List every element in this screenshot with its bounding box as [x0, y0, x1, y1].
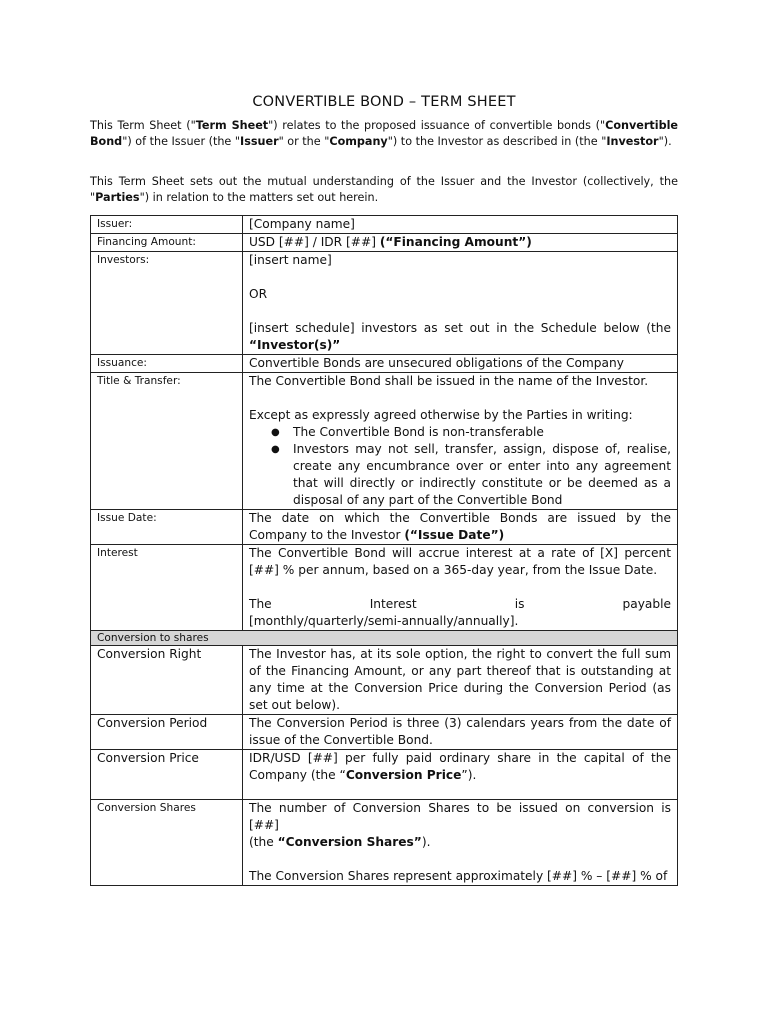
row-value: The Investor has, at its sole option, the right to convert the full sum of the Financing Amount, or any part thereof that is outstanding at any time at the Conversion Price during the Conversion Period (as set out below). [243, 646, 678, 715]
list-item [271, 441, 671, 509]
section-title: Conversion to shares [91, 631, 678, 646]
row-value [243, 800, 678, 886]
defined-term: “Conversion Shares” [277, 835, 422, 849]
row-label: Issuance: [91, 355, 243, 373]
value-text: The Interest is payable [249, 597, 671, 611]
row-value: The Conversion Period is three (3) calendars years from the date of issue of the Convertible Bond. [243, 715, 678, 750]
row-value [243, 252, 678, 355]
value-text: ). [421, 835, 431, 849]
value-text: [insert schedule] investors as set out in the Schedule below (the [249, 321, 671, 335]
row-issuance [91, 355, 678, 373]
row-label: Issuer: [91, 216, 243, 234]
row-financing-amount [91, 234, 678, 252]
row-interest [91, 545, 678, 631]
intro-text: ") in relation to the matters set out herein. [139, 190, 379, 204]
section-header-conversion [91, 631, 678, 646]
value-text: [insert name] [249, 253, 332, 267]
defined-term-issuer: Issuer [240, 134, 279, 148]
defined-term-company: Company [329, 134, 388, 148]
row-label: Title & Transfer: [91, 373, 243, 510]
row-value [243, 373, 678, 510]
row-issue-date [91, 510, 678, 545]
row-label: Investors: [91, 252, 243, 355]
row-value: Convertible Bonds are unsecured obligations of the Company [243, 355, 678, 373]
row-investors [91, 252, 678, 355]
intro-text: This Term Sheet sets out the mutual understanding of the Issuer and the Investor (collectively, the " [90, 175, 678, 204]
row-conversion-price [91, 750, 678, 800]
value-text: (the [249, 835, 278, 849]
value-text: The date on which the Convertible Bonds are issued by the Company to the Investor [249, 511, 671, 542]
document-title: CONVERTIBLE BOND – TERM SHEET [252, 94, 516, 110]
intro-text: " or the " [278, 134, 330, 148]
row-value [243, 510, 678, 545]
defined-term-convertible-bond: Convertible Bond [90, 119, 678, 148]
value-text: OR [249, 287, 268, 301]
intro-paragraph-1 [90, 118, 678, 149]
defined-term-term-sheet: Term Sheet [195, 119, 269, 132]
list-item [271, 424, 671, 441]
intro-text: This Term Sheet (" [90, 119, 196, 132]
value-text: [monthly/quarterly/semi-annually/annually]. [249, 614, 519, 628]
value-text: Except as expressly agreed otherwise by the Parties in writing: [249, 408, 633, 422]
defined-term-investor: Investor [606, 134, 659, 148]
row-label: Conversion Price [91, 750, 243, 800]
value-text [249, 320, 671, 354]
intro-text: "). [658, 134, 672, 148]
row-issuer [91, 216, 678, 234]
value-text: The Convertible Bond will accrue interest at a rate of [X] percent [##] % per annum, based on a 365-day year, from the Issue Date. [249, 546, 671, 577]
bullet-list [249, 424, 671, 509]
defined-term: (“Issue Date”) [404, 528, 505, 542]
value-text [249, 596, 671, 630]
list-item-text: The Convertible Bond is non-transferable [293, 425, 544, 439]
row-value [243, 750, 678, 800]
defined-term-parties: Parties [95, 190, 140, 204]
row-label: Conversion Right [91, 646, 243, 715]
intro-paragraph-2 [90, 174, 678, 205]
bullet-icon: ● [271, 427, 280, 438]
list-item-text: Investors may not sell, transfer, assign, dispose of, realise, create any encumbrance over or enter into any agreement that will directly or indirectly constitute or be deemed as a disposal of any part of the Convertible Bond [293, 442, 671, 507]
defined-term: (“Financing Amount”) [379, 235, 532, 249]
value-text: ”). [461, 768, 477, 782]
defined-term: “Investor(s)” [249, 338, 341, 352]
row-value: [Company name] [243, 216, 678, 234]
row-value [243, 545, 678, 631]
row-conversion-shares [91, 800, 678, 886]
defined-term: Conversion Price [345, 768, 462, 782]
value-text: USD [##] / IDR [##] [249, 235, 380, 249]
row-label: Conversion Period [91, 715, 243, 750]
value-text: The Conversion Shares represent approximately [##] % – [##] % of [249, 869, 668, 883]
row-label: Interest [91, 545, 243, 631]
intro-text: ") of the Issuer (the " [122, 134, 241, 148]
row-conversion-right [91, 646, 678, 715]
row-label: Financing Amount: [91, 234, 243, 252]
intro-text: ") relates to the proposed issuance of convertible bonds (" [268, 119, 606, 132]
term-sheet-table [90, 215, 678, 886]
value-text: The number of Conversion Shares to be issued on conversion is [##] [249, 801, 671, 832]
row-label: Conversion Shares [91, 800, 243, 886]
value-text: IDR/USD [##] per fully paid ordinary share in the capital of the Company (the “ [249, 751, 671, 782]
value-text [249, 834, 671, 851]
row-title-transfer [91, 373, 678, 510]
row-label: Issue Date: [91, 510, 243, 545]
value-text: The Convertible Bond shall be issued in the name of the Investor. [249, 374, 649, 388]
row-conversion-period [91, 715, 678, 750]
bullet-icon: ● [271, 444, 280, 455]
row-value [243, 234, 678, 252]
intro-text: ") to the Investor as described in (the " [387, 134, 607, 148]
